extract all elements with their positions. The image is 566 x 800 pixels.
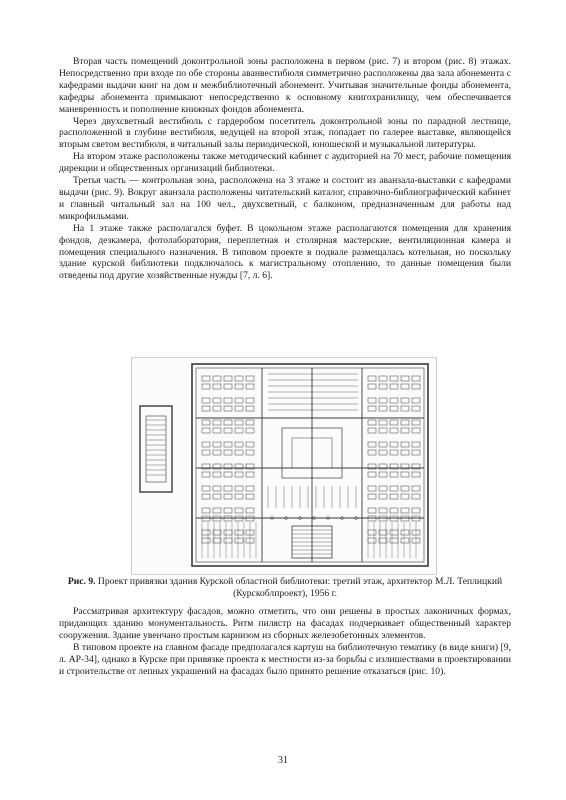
figure-caption-text: Проект привязки здания Курской областной библиотеки: третий этаж, архитектор М.Л. Теплицкий (Курскоблпроект), 1956 г. [95,576,503,599]
floor-plan-drawing [132,358,436,574]
floor-plan-figure [131,357,437,575]
paragraph: В типовом проекте на главном фасаде предполагался картуш на библиотечную тематику (в виде книги) [9, л. АР-34], однако в Курске при привязке проекта к местности из-за борьбы с излишествами в проектировании и строительстве от лепных украшений на фасадах было принято решение отказаться (рис. 10). [59,641,511,677]
body-text-bottom [59,606,511,677]
page-number: 31 [278,755,288,766]
paragraph: Третья часть — контрольная зона, расположена на 3 этаже и состоит из аванзала-выставки с кафедрами выдачи (рис. 9). Вокруг аванзала расположены читательский каталог, справочно-библиографический кабинет и главный читальный зал на 100 чел., двухсветный, с балконом, предназначенным для работы над микрофильмами. [59,175,511,222]
body-text-top [59,56,511,282]
paragraph: Через двухсветный вестибюль с гардеробом посетитель доконтрольной зоны по парадной лестнице, расположенной в глубине вестибюля, ведущей на второй этаж, попадает по галерее выставке, являющейся вторым светом вестибюля, в читальный залы периодической, юношеской и музыкальной литературы. [59,115,511,151]
paragraph: На втором этаже расположены также методический кабинет с аудиторией на 70 мест, рабочие помещения дирекции и общественных организаций библиотеки. [59,151,511,175]
paragraph: На 1 этаже также располагался буфет. В цокольном этаже располагаются помещения для хранения фондов, дезкамера, фотолаборатория, переплетная и столярная мастерские, вентиляционная камера и помещения специального назначения. В типовом проекте в подвале размещалась котельная, но поскольку здание курской библиотеки подключалось к магистральному отоплению, то данные помещения были отведены под другие хозяйственные нужды [7, л. 6]. [59,222,511,282]
figure-label: Рис. 9. [67,576,96,587]
paragraph: Рассматривая архитектуру фасадов, можно отметить, что они решены в простых лаконичных формах, придающих зданию монументальность. Ритм пилястр на фасадах подчеркивает общественный характер сооружения. Здание увенчано простым карнизом из сборных железобетонных элементов. [59,606,511,641]
paragraph: Вторая часть помещений доконтрольной зоны расположена в первом (рис. 7) и втором (рис. 8) этажах. Непосредственно при входе по обе стороны аванвестибюля симметрично расположены два зала абонемента с кафедрами выдачи книг на дом и межбиблиотечный абонемент. Учитывая значительные фонды абонемента, кафедры абонемента примыкают непосредственно к основному книгохранилищу, чем обеспечивается маневренность и пополнение книжных фондов абонемента. [59,56,511,115]
figure-caption [59,576,511,600]
